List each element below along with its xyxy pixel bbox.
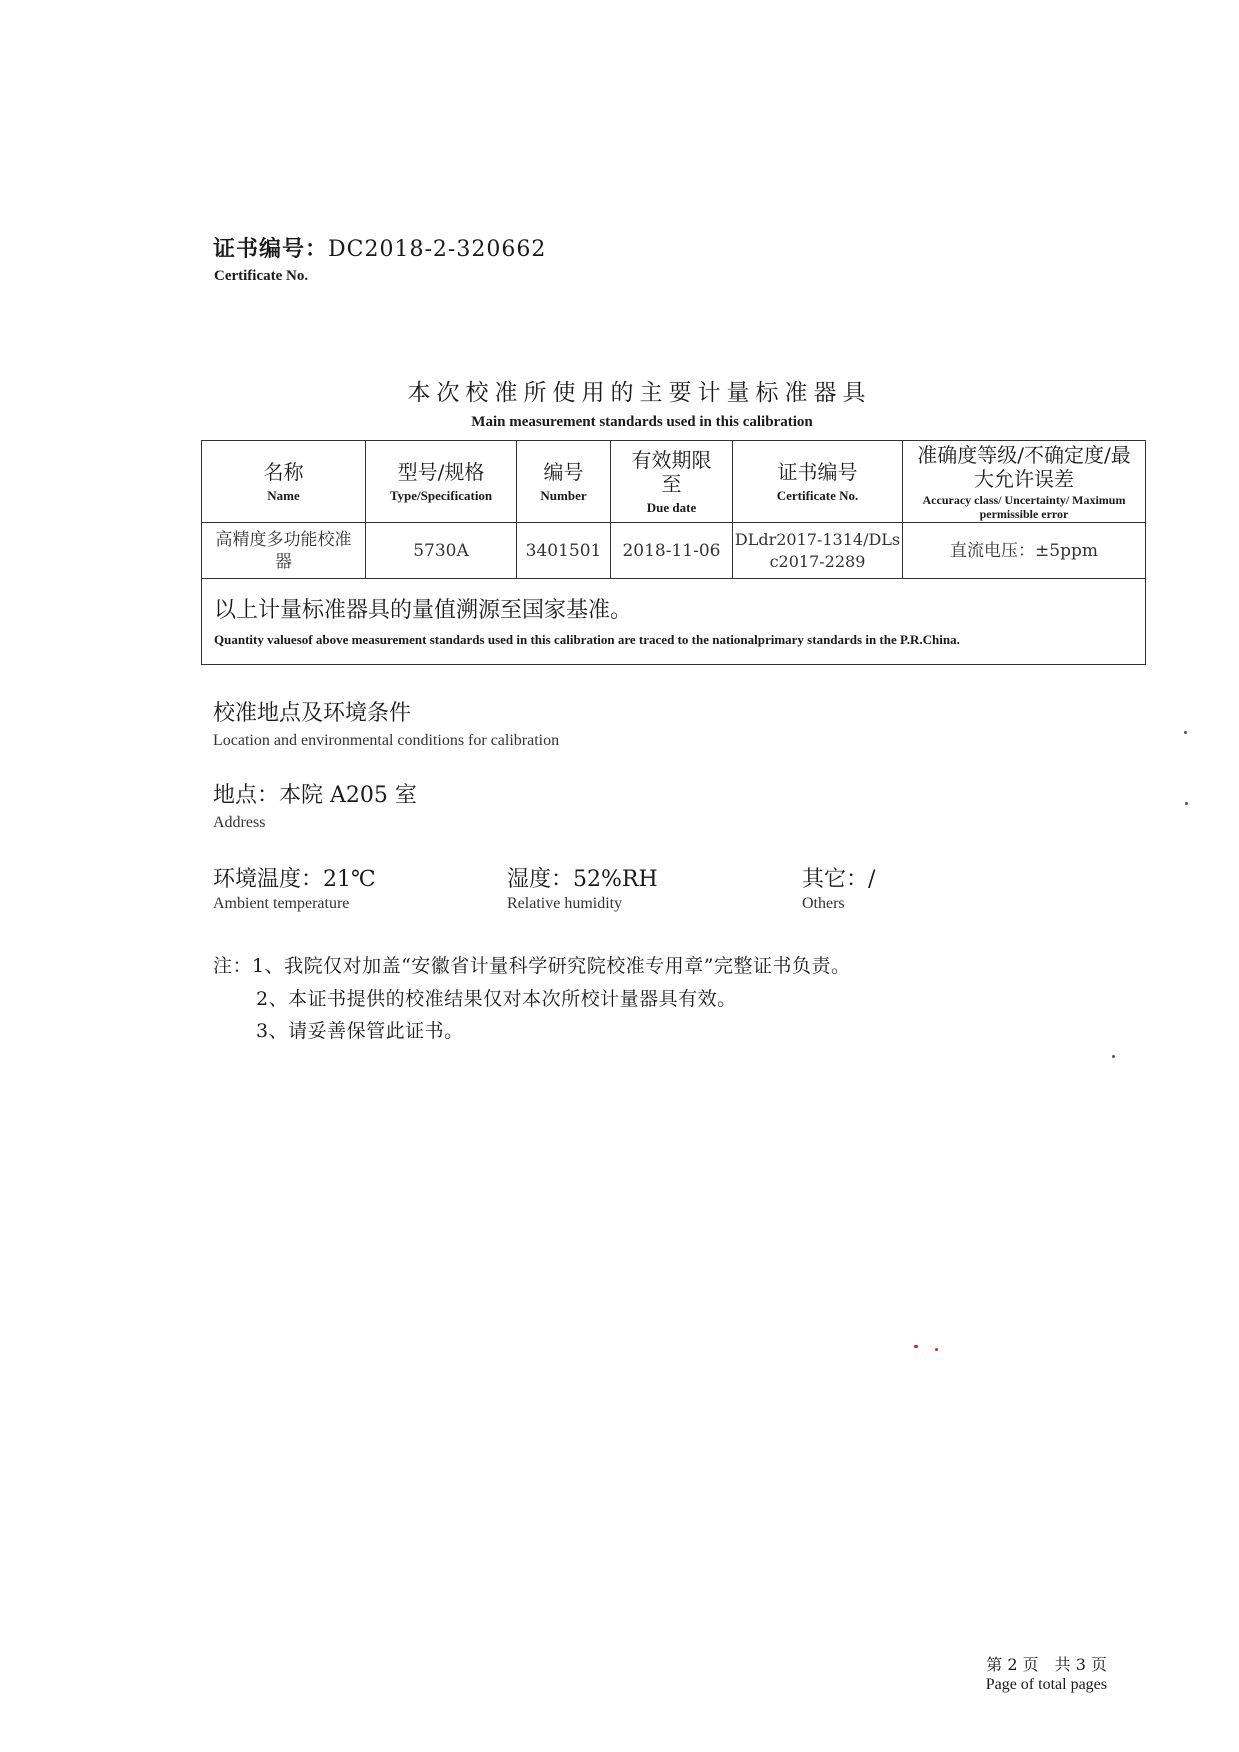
address-label-cn: 地点： [213,783,280,808]
cell-type: 5730A [366,523,517,579]
address-label-en: Address [213,814,266,831]
header-name-en: Name [267,488,300,503]
temperature-label-cn: 环境温度： [213,867,324,892]
scan-speck [1112,1055,1115,1058]
scan-speck [914,1345,918,1348]
standards-table [201,440,1146,665]
header-accuracy-en: Accuracy class/ Uncertainty/ Maximum permissible error [922,492,1126,521]
humidity-label-cn: 湿度： [507,867,574,892]
temperature-label-en: Ambient temperature [213,895,350,912]
certificate-number-line [213,232,546,263]
others-line [802,862,875,893]
certificate-label-cn: 证书编号： [213,237,329,262]
others-label-en: Others [802,895,845,912]
header-type-en: Type/Specification [389,488,493,503]
scan-speck [1184,731,1187,734]
header-accuracy-cn: 准确度等级/不确定度/最大允许误差 [917,442,1131,491]
address-line [213,778,417,809]
header-number [517,441,611,523]
humidity-label-en: Relative humidity [507,895,623,912]
page-suffix: 页 [1090,1655,1107,1674]
humidity-value: 52%RH [573,867,658,892]
standards-title-en: Main measurement standards used in this calibration [471,414,813,430]
header-due-date [611,441,733,523]
header-certificate-cn: 证书编号 [777,460,858,484]
cell-number: 3401501 [517,523,611,579]
traceability-cn: 以上计量标准器具的量值溯源至国家基准。 [214,598,633,623]
header-number-cn: 编号 [543,460,584,484]
temperature-value: 21℃ [323,867,376,892]
traceability-en: Quantity valuesof above measurement standards used in this calibration are traced to the nationalprimary standards in the P.R.China. [214,632,960,647]
header-certificate-en: Certificate No. [776,488,859,503]
note-2: 2、本证书提供的校准结果仅对本次所校计量器具有效。 [256,988,737,1010]
note-1: 注：1、我院仅对加盖“安徽省计量科学研究院校准专用章”完整证书负责。 [213,955,851,977]
traceability-row [202,579,1146,665]
certificate-label-en: Certificate No. [214,268,309,284]
cell-due-date: 2018-11-06 [611,523,733,579]
address-value: 本院 A205 室 [279,783,417,808]
cell-name: 高精度多功能校准器 [202,523,366,579]
header-accuracy [903,441,1146,523]
header-certificate [733,441,903,523]
standards-title-cn: 本次校准所使用的主要计量标准器具 [407,380,872,406]
page-number-cn [986,1652,1107,1675]
temperature-line [213,862,376,893]
table-row [202,523,1146,579]
header-name [202,441,366,523]
header-name-cn: 名称 [263,460,304,484]
location-section-title-en: Location and environmental conditions for calibration [213,732,560,749]
scan-speck [935,1348,938,1351]
header-number-en: Number [540,488,587,503]
traceability-cell [202,579,1146,665]
header-due-date-cn: 有效期限至 [631,448,712,496]
header-type-cn: 型号/规格 [397,460,485,484]
page-number-en: Page of total pages [985,1676,1107,1693]
scan-speck [1185,802,1188,805]
page-total: 3 [1075,1655,1086,1674]
cell-accuracy: 直流电压：±5ppm [903,523,1146,579]
others-value: / [868,867,876,892]
header-type [366,441,517,523]
others-label-cn: 其它： [802,867,869,892]
page-prefix: 第 [986,1655,1003,1674]
page-mid: 页 共 [1022,1655,1071,1674]
header-due-date-en: Due date [646,500,697,515]
cell-certificate: DLdr2017-1314/DLsc2017-2289 [733,523,903,579]
page-current: 2 [1007,1655,1018,1674]
certificate-number: DC2018-2-320662 [328,237,547,262]
humidity-line [507,862,658,893]
location-section-title-cn: 校准地点及环境条件 [213,701,412,726]
table-header-row [202,441,1146,523]
note-3: 3、请妥善保管此证书。 [256,1020,464,1042]
